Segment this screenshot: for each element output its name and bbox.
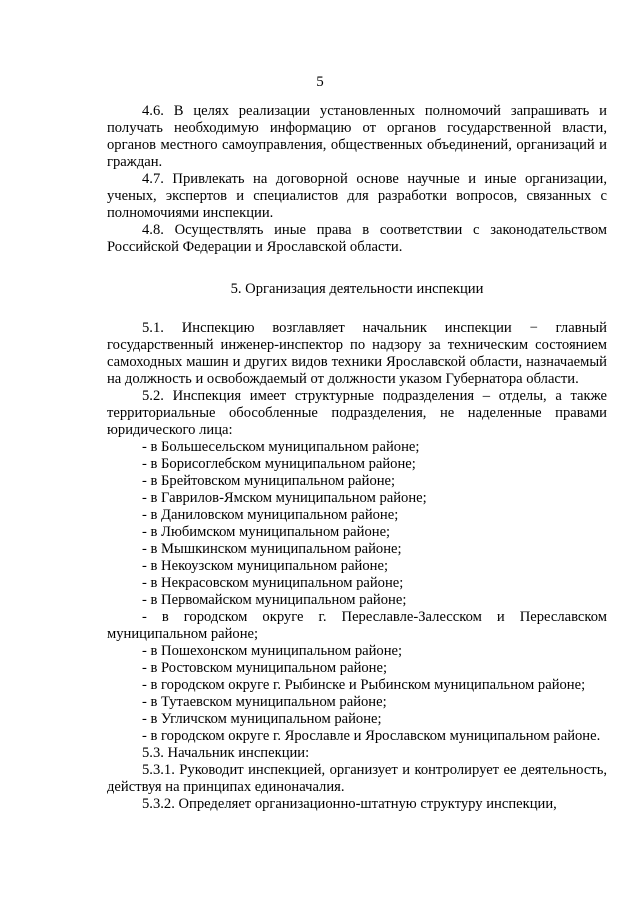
list-item: - в Пошехонском муниципальном районе;	[142, 643, 403, 659]
list-item: - в Брейтовском муниципальном районе;	[142, 473, 396, 489]
rights-section	[107, 103, 607, 256]
section-heading: 5. Организация деятельности инспекции	[230, 281, 484, 297]
list-item: - в городском округе г. Ярославле и Ярославском муниципальном районе.	[142, 728, 601, 744]
list-item: - в Некрасовском муниципальном районе;	[142, 575, 404, 591]
list-item: - в Любимском муниципальном районе;	[142, 524, 391, 540]
paragraph-4-6: 4.6. В целях реализации установленных полномочий запрашивать и получать необходимую информацию от органов государственной власти, органов местного самоуправления, общественных объединений, организаций и граждан.	[107, 103, 607, 170]
list-item: - в Гаврилов-Ямском муниципальном районе;	[142, 490, 427, 506]
list-item: - в Даниловском муниципальном районе;	[142, 507, 399, 523]
list-item: - в городском округе г. Переславле-Залесском и Переславском муниципальном районе;	[107, 609, 607, 642]
paragraph-5-1: 5.1. Инспекцию возглавляет начальник инспекции − главный государственный инженер-инспектор по надзору за техническим состоянием самоходных машин и других видов техники Ярославской области, назначаемый на должность и освобождаемый от должности указом Губернатора области.	[107, 320, 607, 387]
paragraph-5-3-2: 5.3.2. Определяет организационно-штатную структуру инспекции,	[142, 796, 557, 812]
paragraph-5-2: 5.2. Инспекция имеет структурные подразделения – отделы, а также территориальные обособленные подразделения, не наделенные правами юридического лица:	[107, 388, 607, 438]
list-item: - в Ростовском муниципальном районе;	[142, 660, 388, 676]
page-number: 5	[316, 74, 324, 90]
list-item: - в Тутаевском муниципальном районе;	[142, 694, 387, 710]
paragraph-4-8: 4.8. Осуществлять иные права в соответствии с законодательством Российской Федерации и Ярославской области.	[107, 222, 607, 255]
paragraph-5-3: 5.3. Начальник инспекции:	[142, 745, 310, 761]
list-item: - в Первомайском муниципальном районе;	[142, 592, 407, 608]
list-item: - в Большесельском муниципальном районе;	[142, 439, 420, 455]
list-item: - в Мышкинском муниципальном районе;	[142, 541, 402, 557]
organization-section	[107, 320, 607, 813]
paragraph-4-7: 4.7. Привлекать на договорной основе научные и иные организации, ученых, экспертов и специалистов для разработки вопросов, связанных с полномочиями инспекции.	[107, 171, 607, 221]
list-item: - в Некоузском муниципальном районе;	[142, 558, 389, 574]
list-item: - в городском округе г. Рыбинске и Рыбинском муниципальном районе;	[142, 677, 586, 693]
list-item: - в Угличском муниципальном районе;	[142, 711, 382, 727]
paragraph-5-3-1: 5.3.1. Руководит инспекцией, организует и контролирует ее деятельность, действуя на принципах единоначалия.	[107, 762, 607, 795]
list-item: - в Борисоглебском муниципальном районе;	[142, 456, 416, 472]
